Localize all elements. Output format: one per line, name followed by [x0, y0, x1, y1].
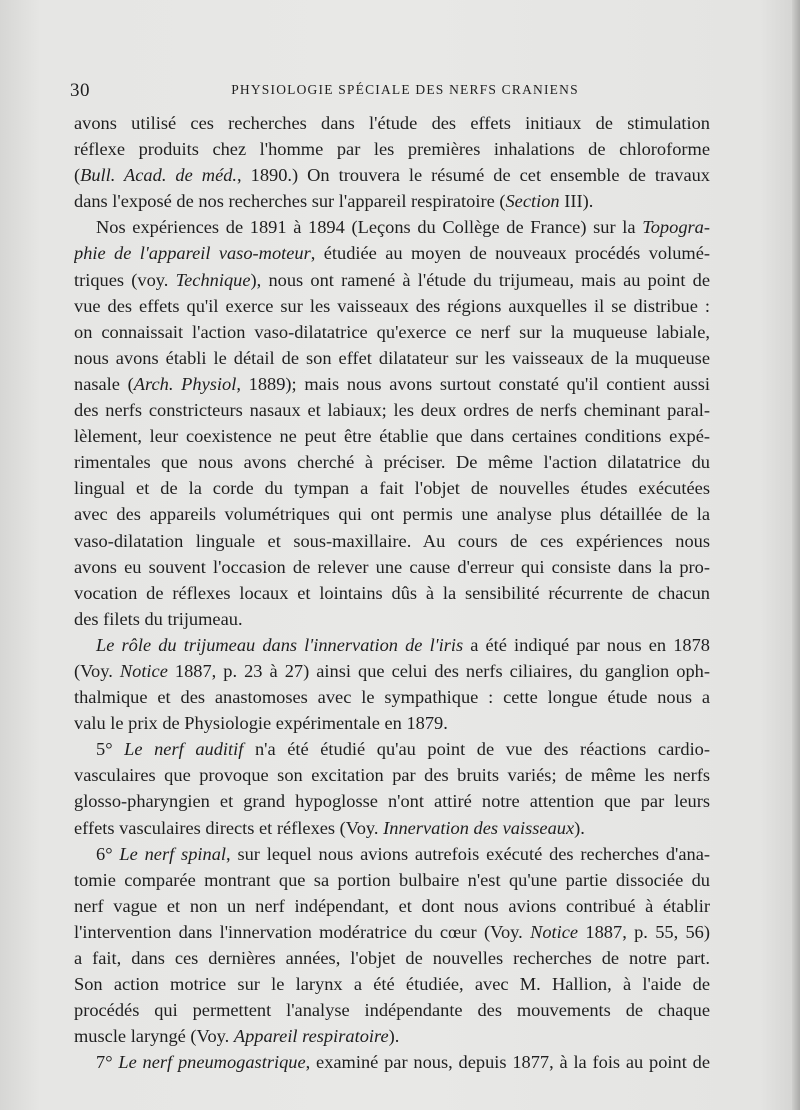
italic-span: Technique: [175, 269, 251, 290]
text-span: , étudiée au moyen de nouveaux procédés volumé-: [310, 243, 710, 264]
text-line: des nerfs constricteurs nasaux et labiaux; les deux ordres de nerfs cheminant paral-: [74, 400, 710, 421]
italic-span: Section: [505, 191, 560, 212]
text-span: , 1889); mais nous avons surtout constaté qu'il contient aussi: [236, 373, 710, 394]
italic-span: Bull. Acad. de méd.: [80, 165, 238, 186]
running-head: PHYSIOLOGIE SPÉCIALE DES NERFS CRANIENS: [231, 82, 579, 97]
text-span: ), nous ont ramené à l'étude du trijumeau, mais au point de: [250, 269, 710, 290]
text-line: [74, 214, 710, 240]
italic-span: Notice: [530, 921, 579, 942]
italic-span: Notice: [119, 660, 168, 681]
text-span: dans l'exposé de nos recherches sur l'appareil respiratoire (: [74, 191, 506, 212]
text-line: [74, 658, 710, 684]
text-line: [74, 240, 710, 266]
text-line: avons eu souvent l'occasion de relever une cause d'erreur qui consiste dans la pro-: [74, 556, 710, 577]
text-span: , sur lequel nous avions autrefois exécuté des recherches d'ana-: [226, 843, 710, 864]
text-span: triques (voy.: [74, 269, 176, 290]
italic-span: Le rôle du trijumeau dans l'innervation de l'iris: [96, 634, 464, 655]
text-span: ).: [388, 1026, 400, 1047]
text-span: 1887, p. 55, 56): [578, 921, 710, 942]
italic-span: Innervation des vaisseaux: [383, 817, 575, 838]
text-line: [74, 841, 710, 867]
text-line: vasculaires que provoque son excitation par des bruits variés; de même les nerfs: [74, 765, 710, 786]
text-line: on connaissait l'action vaso-dilatatrice qu'exerce ce nerf sur la muqueuse labiale,: [74, 321, 710, 342]
text-line: vaso-dilatation linguale et sous-maxillaire. Au cours de ces expériences nous: [74, 530, 710, 551]
text-span: 6°: [96, 843, 120, 864]
text-span: 7°: [96, 1052, 119, 1073]
text-line: avons utilisé ces recherches dans l'étude des effets initiaux de stimulation: [74, 113, 710, 133]
text-line: thalmique et des anastomoses avec le sympathique : cette longue étude nous a: [74, 687, 710, 708]
text-line: [74, 162, 710, 188]
text-line: [74, 188, 710, 214]
text-span: l'intervention dans l'innervation modératrice du cœur (Voy.: [74, 921, 531, 942]
italic-span: Le nerf spinal: [119, 843, 227, 864]
text-line: lèlement, leur coexistence ne peut être établie que dans certaines conditions expé-: [74, 426, 710, 447]
text-span: n'a été étudié qu'au point de vue des réactions cardio-: [243, 739, 710, 760]
text-line: valu le prix de Physiologie expérimentale en 1879.: [74, 713, 448, 734]
text-line: [74, 371, 710, 397]
text-span: ).: [574, 817, 585, 838]
italic-span: phie de l'appareil vaso-moteur: [74, 243, 311, 264]
text-line: nous avons établi le détail de son effet dilatateur sur les vaisseaux de la muqueuse: [74, 347, 710, 368]
text-line: [74, 1023, 710, 1049]
text-line: [74, 736, 710, 762]
text-line: avec des appareils volumétriques qui ont permis une analyse plus détaillée de la: [74, 504, 710, 525]
text-line: [74, 815, 710, 841]
text-line: Son action motrice sur le larynx a été étudiée, avec M. Hallion, à l'aide de: [74, 974, 710, 995]
text-span: a été indiqué par nous en 1878: [463, 634, 710, 655]
text-span: Nos expériences de 1891 à 1894 (Leçons du Collège de France) sur la: [96, 217, 643, 238]
text-line: procédés qui permettent l'analyse indépendante des mouvements de chaque: [74, 1000, 710, 1021]
italic-span: Le nerf pneumogastrique: [118, 1052, 306, 1073]
page-edge-shadow: [792, 0, 800, 1110]
text-line: a fait, dans ces dernières années, l'objet de nouvelles recherches de notre part.: [74, 948, 710, 968]
italic-span: Arch. Physiol: [133, 373, 237, 394]
text-span: , 1890.) On trouvera le résumé de cet ensemble de travaux: [237, 165, 710, 186]
text-line: rimentales que nous avons cherché à préciser. De même l'action dilatatrice du: [74, 452, 710, 473]
text-line: [74, 1049, 710, 1075]
text-line: nerf vague et non un nerf indépendant, et dont nous avions contribué à établir: [74, 895, 710, 916]
text-line: vocation de réflexes locaux et lointains dûs à la sensibilité récurrente de chacun: [74, 582, 710, 603]
italic-span: Topogra-: [642, 217, 710, 238]
text-span: nasale (: [74, 373, 134, 394]
page-number: 30: [70, 80, 90, 101]
text-line: tomie comparée montrant que sa portion bulbaire n'est qu'une partie dissociée du: [74, 869, 710, 890]
text-span: muscle laryngé (Voy.: [74, 1026, 234, 1047]
text-line: [74, 267, 710, 293]
italic-span: Appareil respiratoire: [233, 1026, 389, 1047]
text-line: [74, 632, 710, 658]
text-line: vue des effets qu'il exerce sur les vaisseaux des régions auxquelles il se distribue :: [74, 295, 710, 316]
text-span: III).: [559, 191, 594, 212]
text-line: lingual et de la corde du tympan a fait l'objet de nouvelles études exécutées: [74, 478, 710, 499]
text-line: [74, 919, 710, 945]
text-span: 1887, p. 23 à 27) ainsi que celui des nerfs ciliaires, du ganglion oph-: [167, 660, 710, 681]
italic-span: Le nerf auditif: [124, 739, 244, 760]
text-span: 5°: [96, 739, 125, 760]
text-line: réflexe produits chez l'homme par les premières inhalations de chloroforme: [74, 139, 710, 160]
text-span: , examiné par nous, depuis 1877, à la fois au point de: [305, 1052, 710, 1073]
body-text: [74, 110, 710, 1075]
text-span: (: [74, 165, 81, 186]
text-line: des filets du trijumeau.: [74, 608, 243, 629]
text-line: glosso-pharyngien et grand hypoglosse n'ont attiré notre attention que par leurs: [74, 791, 710, 812]
text-span: (Voy.: [74, 660, 120, 681]
page-header: [70, 80, 710, 100]
text-span: effets vasculaires directs et réflexes (Voy.: [74, 817, 384, 838]
